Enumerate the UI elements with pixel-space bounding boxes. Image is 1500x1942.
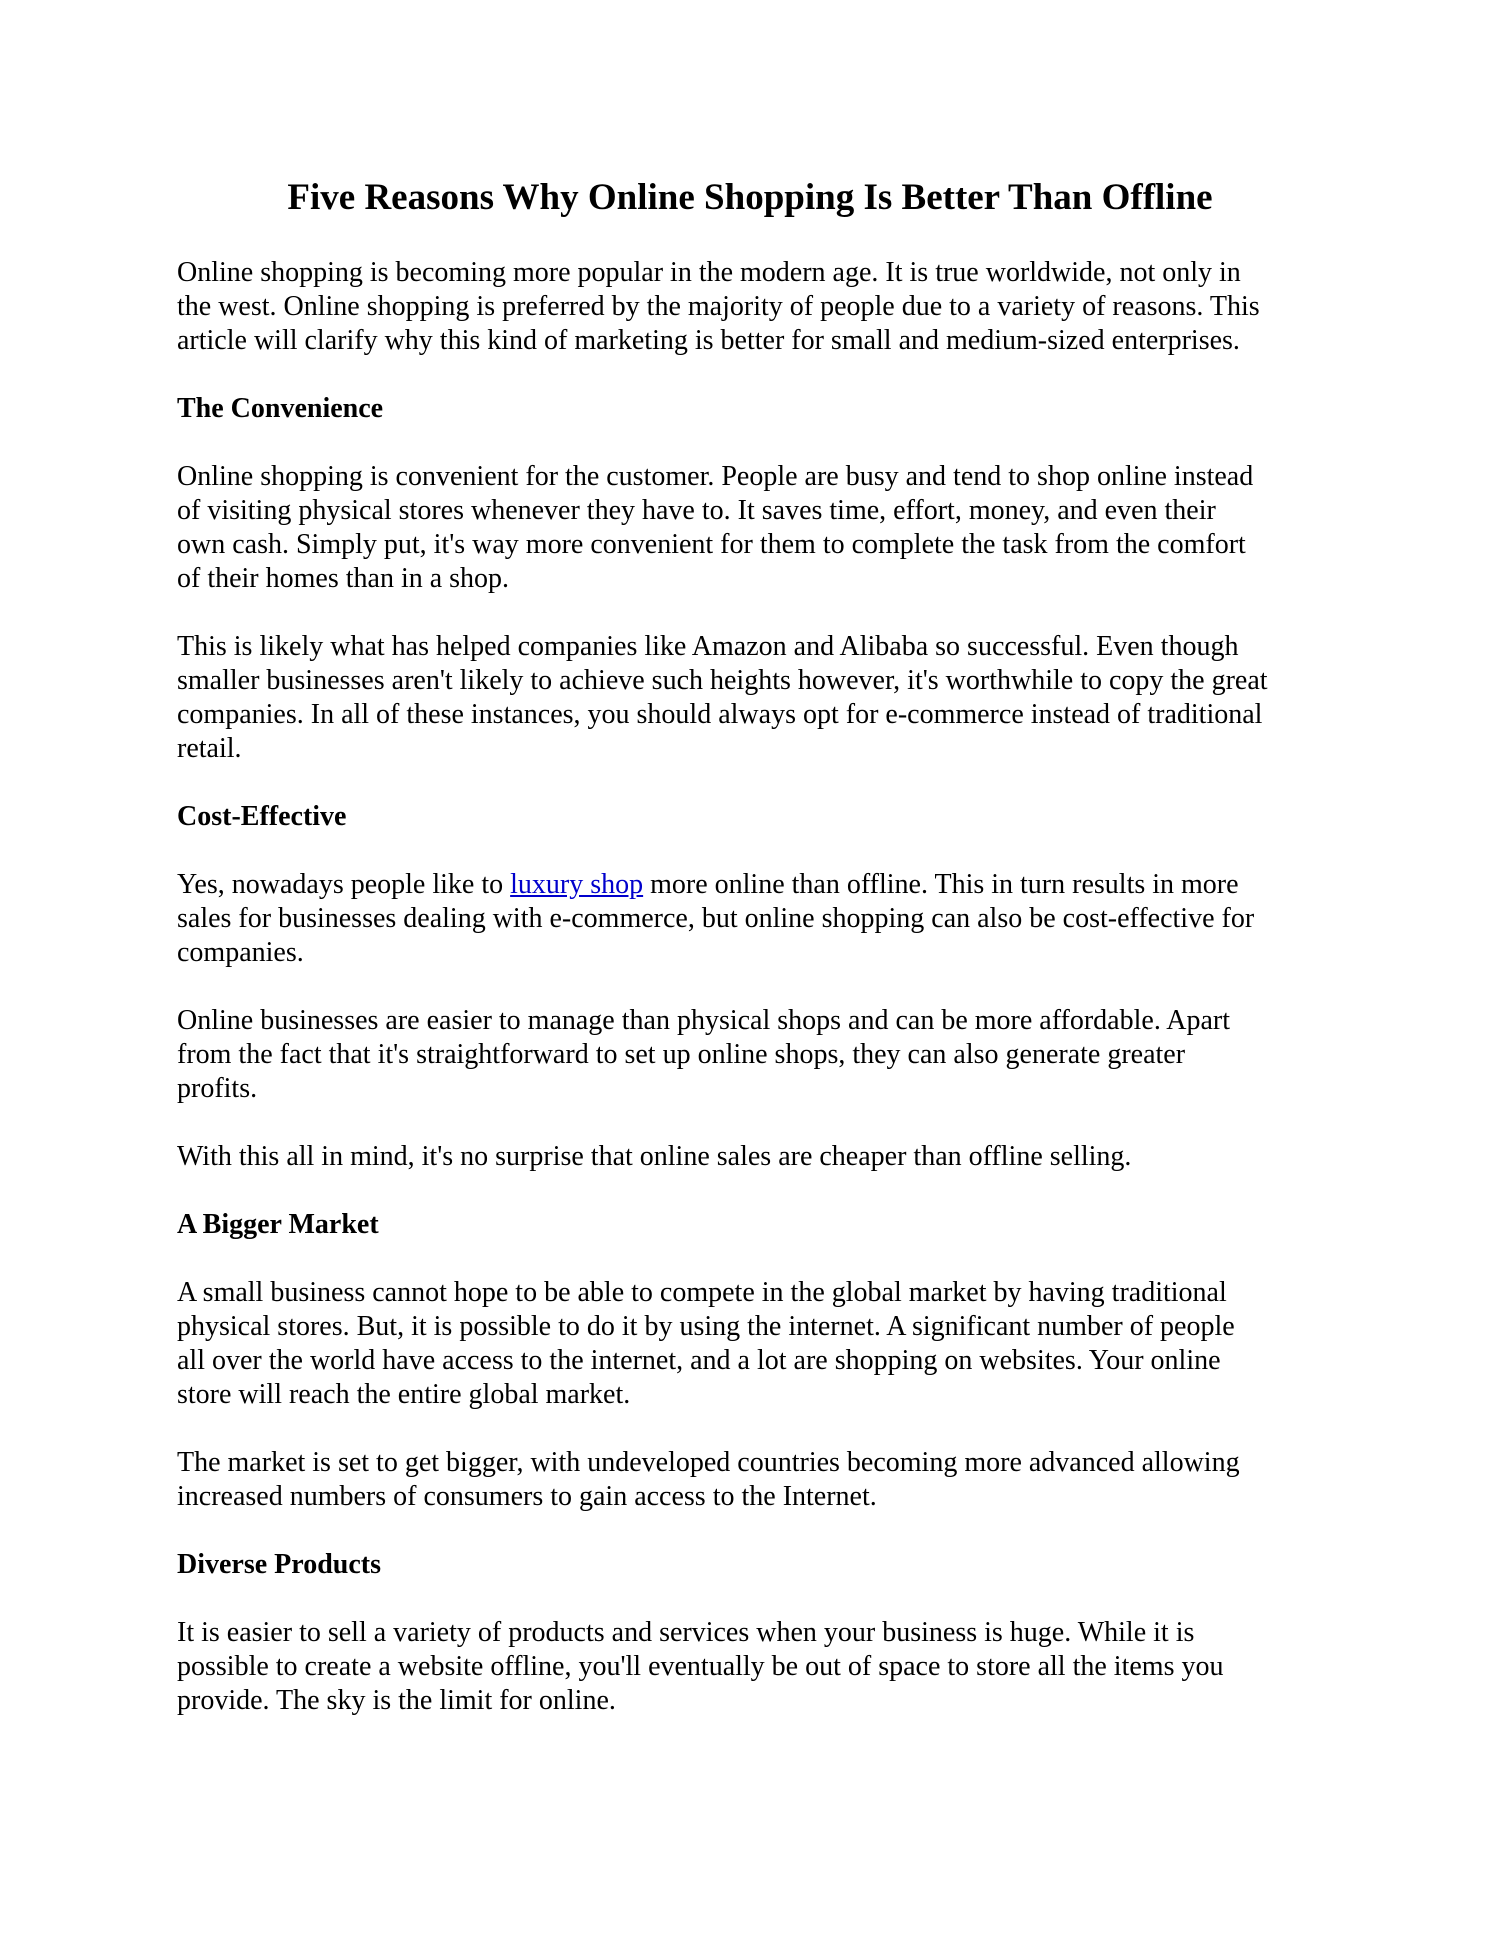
text-line: companies. — [177, 937, 304, 968]
text-line: increased numbers of consumers to gain access to the Internet. — [177, 1481, 877, 1512]
text-line: article will clarify why this kind of marketing is better for small and medium-sized enterprises. — [177, 325, 1240, 356]
text-line: It is easier to sell a variety of products and services when your business is huge. While it is — [177, 1617, 1195, 1648]
luxury-shop-link[interactable]: luxury shop — [510, 869, 644, 900]
text-line — [177, 868, 1337, 902]
intro-paragraph — [177, 256, 1337, 358]
text-line: sales for businesses dealing with e-commerce, but online shopping can also be cost-effective for — [177, 903, 1255, 934]
text-segment: more online than offline. This in turn results in more — [643, 869, 1239, 900]
text-line: all over the world have access to the internet, and a lot are shopping on websites. Your online — [177, 1345, 1221, 1376]
paragraph — [177, 1616, 1337, 1718]
text-line: store will reach the entire global market. — [177, 1379, 631, 1410]
text-line: the west. Online shopping is preferred by the majority of people due to a variety of reasons. This — [177, 291, 1260, 322]
text-line: This is likely what has helped companies like Amazon and Alibaba so successful. Even though — [177, 631, 1239, 662]
text-line: own cash. Simply put, it's way more convenient for them to complete the task from the comfort — [177, 529, 1246, 560]
section-heading-diverse-products: Diverse Products — [177, 1549, 381, 1580]
text-line: A small business cannot hope to be able to compete in the global market by having traditional — [177, 1277, 1227, 1308]
document-body — [177, 256, 1337, 1752]
text-line: physical stores. But, it is possible to do it by using the internet. A significant number of people — [177, 1311, 1235, 1342]
paragraph — [177, 1276, 1337, 1412]
paragraph — [177, 1140, 1337, 1174]
text-line: Online businesses are easier to manage than physical shops and can be more affordable. Apart — [177, 1005, 1231, 1036]
section-heading-convenience: The Convenience — [177, 393, 384, 424]
text-line: retail. — [177, 733, 242, 764]
paragraph — [177, 630, 1337, 766]
paragraph — [177, 868, 1337, 970]
text-line: smaller businesses aren't likely to achieve such heights however, it's worthwhile to copy the great — [177, 665, 1268, 696]
text-segment: Yes, nowadays people like to — [177, 869, 511, 900]
text-line: provide. The sky is the limit for online. — [177, 1685, 616, 1716]
text-line: Online shopping is becoming more popular in the modern age. It is true worldwide, not only in — [177, 257, 1241, 288]
text-line: of visiting physical stores whenever they have to. It saves time, effort, money, and even their — [177, 495, 1216, 526]
document-title: Five Reasons Why Online Shopping Is Better Than Offline — [287, 177, 1213, 218]
text-line: from the fact that it's straightforward to set up online shops, they can also generate greater — [177, 1039, 1186, 1070]
text-line: profits. — [177, 1073, 258, 1104]
paragraph — [177, 460, 1337, 596]
section-heading-bigger-market: A Bigger Market — [177, 1209, 379, 1240]
paragraph — [177, 1446, 1337, 1514]
text-line: possible to create a website offline, you'll eventually be out of space to store all the items you — [177, 1651, 1224, 1682]
text-line: With this all in mind, it's no surprise that online sales are cheaper than offline selling. — [177, 1141, 1132, 1172]
text-line: The market is set to get bigger, with undeveloped countries becoming more advanced allowing — [177, 1447, 1240, 1478]
section-heading-cost-effective: Cost-Effective — [177, 801, 347, 832]
text-line: of their homes than in a shop. — [177, 563, 510, 594]
text-line: Online shopping is convenient for the customer. People are busy and tend to shop online instead — [177, 461, 1254, 492]
paragraph — [177, 1004, 1337, 1106]
text-line: companies. In all of these instances, you should always opt for e-commerce instead of traditional — [177, 699, 1263, 730]
